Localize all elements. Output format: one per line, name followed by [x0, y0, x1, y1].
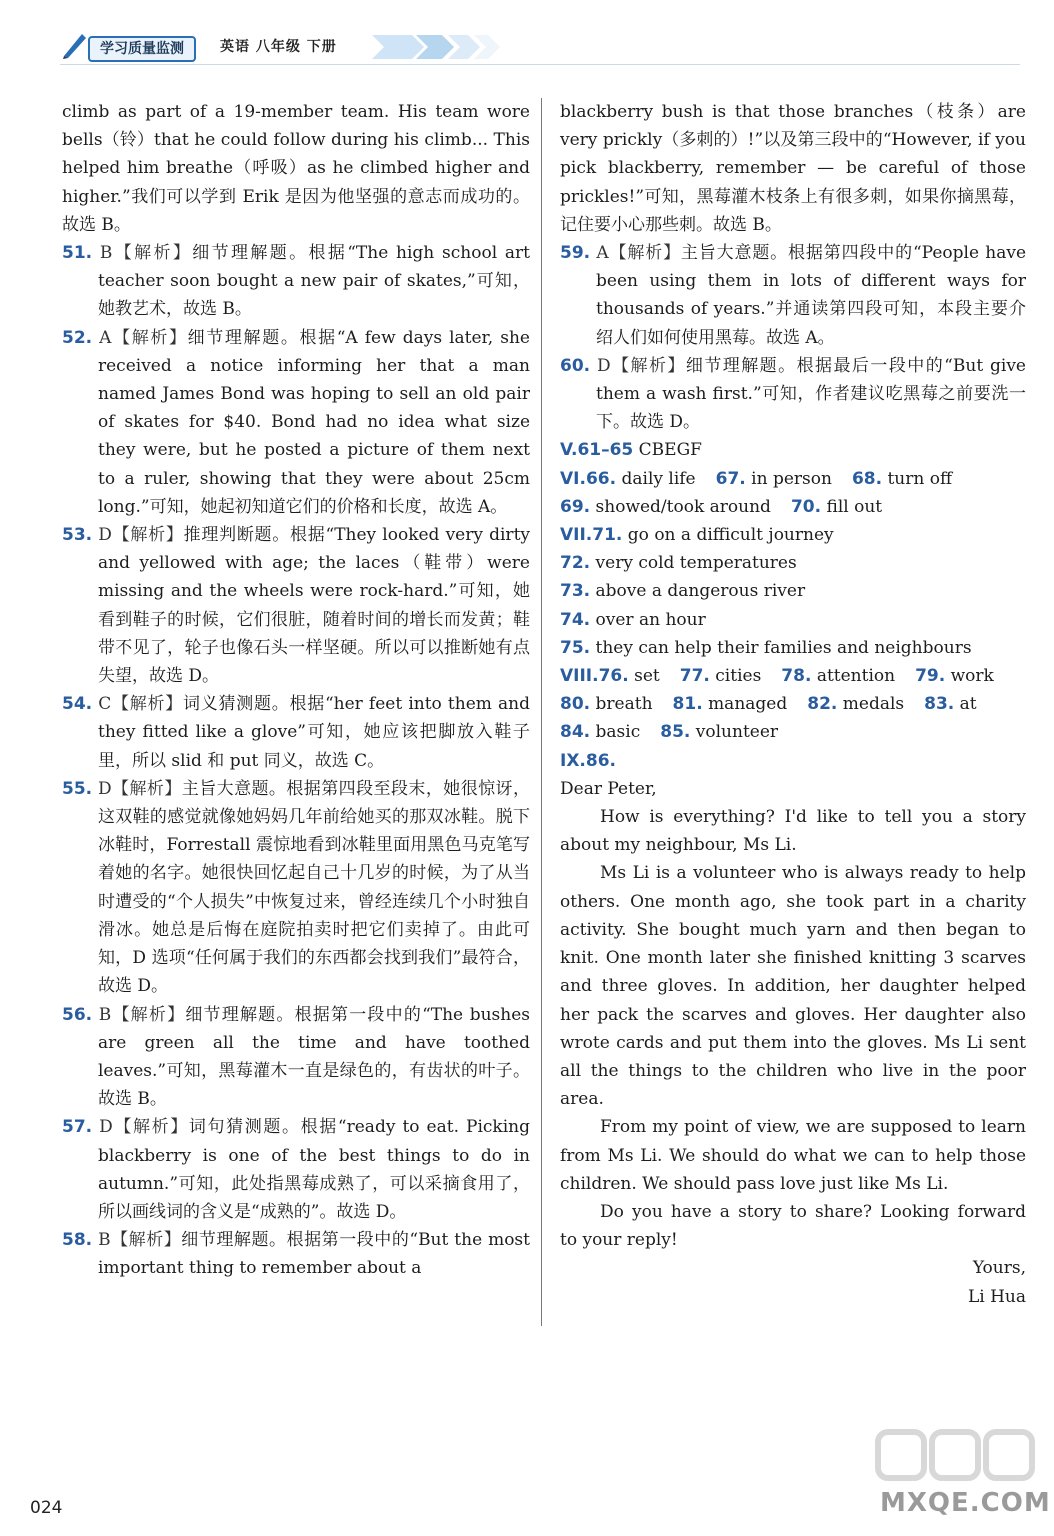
section-number: VIII.	[560, 666, 599, 687]
question-number: 53.	[62, 525, 93, 546]
question-number: 80.	[560, 694, 591, 715]
question-number: 54.	[62, 694, 93, 715]
answer-tag: C【解析】	[98, 694, 184, 715]
explanation-item	[560, 98, 1026, 239]
answer-text: set	[634, 666, 660, 687]
question-number: 76.	[598, 666, 629, 687]
answer-text: showed/took around	[595, 496, 771, 517]
question-number: 82.	[807, 694, 838, 715]
question-number: 55.	[62, 778, 93, 799]
answer-line	[560, 718, 1026, 746]
answer-text: cities	[715, 666, 762, 687]
question-number: 70.	[790, 496, 822, 517]
explanation-item	[62, 324, 530, 521]
explanation-item	[560, 239, 1026, 352]
answer-line	[560, 465, 1026, 493]
explanation-text: climb as part of a 19-member team. His team wore bells（铃）that he could follow during his climb... This helped him breathe（呼吸）as he climbed higher and higher.”我们可以学到 Erik 是因为他坚强的意志而成功的。故选 B。	[62, 102, 530, 235]
answer-text: medals	[842, 694, 905, 715]
answer-line	[560, 493, 1026, 521]
question-number: 60.	[560, 355, 591, 376]
explanation-item	[62, 1001, 530, 1114]
answer-text: attention	[816, 666, 896, 687]
question-number: 61–65	[577, 440, 634, 461]
question-number: 74.	[560, 609, 591, 630]
explanation-text: 推理判断题。根据“They looked very dirty and yellowed with age; the laces（鞋带）were missing and the wheels were rock-hard.”可知，她看到鞋子的时候，它们很脏，随着时间的增长而发黄；鞋带不见了，轮子也像石头一样坚硬。所以可以推断她有点失望，故选 D。	[98, 525, 530, 687]
section-number: IX.	[560, 750, 586, 771]
question-number: 71.	[592, 525, 623, 546]
page-number: 024	[30, 1498, 63, 1518]
explanation-item	[62, 521, 530, 690]
question-number: 51.	[62, 243, 93, 264]
answer-key	[560, 436, 1026, 774]
question-number: 58.	[62, 1230, 93, 1251]
question-number: 67.	[715, 468, 746, 489]
explanation-text: 细节理解题。根据第一段中的“The bushes are green all the time and have toothed leaves.”可知，黑莓灌木一直是绿色的，有齿状的叶子。故选 B。	[98, 1004, 531, 1110]
answer-text: managed	[708, 694, 788, 715]
answer-line	[560, 634, 1026, 662]
question-number: 83.	[924, 694, 955, 715]
answer-text: volunteer	[695, 722, 779, 743]
answer-text: fill out	[826, 496, 883, 517]
answer-line	[560, 747, 1026, 775]
question-number: 75.	[560, 637, 591, 658]
answer-line	[560, 606, 1026, 634]
question-number: 68.	[851, 468, 883, 489]
brand-label: 学习质量监测	[88, 36, 196, 62]
explanation-text: 细节理解题。根据“The high school art teacher soon bought a new pair of skates,”可知，她教艺术，故选 B。	[98, 243, 531, 320]
explanation-text: 细节理解题。根据最后一段中的“But give them a wash first.”可知，作者建议吃黑莓之前要洗一下。故选 D。	[596, 355, 1026, 433]
question-number: 77.	[679, 666, 710, 687]
watermark-text: MXQE.COM	[880, 1488, 1051, 1518]
answer-text: turn off	[887, 468, 953, 489]
explanation-item	[62, 98, 530, 239]
question-number: 73.	[560, 581, 591, 602]
explanation-item	[62, 1226, 530, 1282]
answer-text: above a dangerous river	[595, 581, 806, 602]
question-number: 56.	[62, 1004, 93, 1025]
answer-text: at	[959, 694, 977, 715]
answer-text: basic	[595, 722, 641, 743]
letter-paragraph: Do you have a story to share? Looking forward to your reply!	[560, 1201, 1026, 1251]
pencil-icon	[60, 30, 90, 60]
page-header	[60, 30, 460, 64]
question-number: 72.	[560, 553, 591, 574]
answer-text: very cold temperatures	[595, 553, 797, 574]
explanation-text: 词句猜测题。根据“ready to eat. Picking blackberry is one of the best things to do in autumn.”可知，此处指黑莓成熟了，可以采摘食用了，所以画线词的含义是“成熟的”。故选 D。	[98, 1117, 530, 1222]
answer-line	[560, 662, 1026, 690]
answer-tag: B【解析】	[99, 243, 193, 264]
question-number: 78.	[781, 666, 812, 687]
header-rule	[60, 64, 1020, 65]
answer-tag: D【解析】	[99, 1117, 189, 1138]
answer-line	[560, 577, 1026, 605]
subject-label: 英语 八年级 下册	[220, 39, 337, 55]
sample-letter	[560, 775, 1026, 1311]
right-column	[560, 98, 1026, 1311]
question-number: 52.	[62, 327, 93, 348]
explanation-item	[560, 352, 1026, 437]
question-number: 66.	[585, 468, 617, 489]
answer-tag: A【解析】	[596, 243, 681, 264]
question-number: 86.	[585, 750, 617, 771]
answer-line	[560, 436, 1026, 464]
question-number: 84.	[560, 722, 591, 743]
answer-line	[560, 690, 1026, 718]
answer-line	[560, 549, 1026, 577]
answer-tag: B【解析】	[98, 1230, 182, 1251]
answer-text: breath	[595, 694, 653, 715]
question-number: 85.	[660, 722, 691, 743]
answer-line	[560, 521, 1026, 549]
explanation-item	[62, 1113, 530, 1226]
explanation-item	[62, 690, 530, 775]
question-number: 57.	[62, 1117, 93, 1138]
section-number: VI.	[560, 468, 586, 489]
right-explanations	[560, 98, 1026, 436]
letter-salutation: Dear Peter,	[560, 778, 657, 799]
explanation-text: 细节理解题。根据“A few days later, she received a notice informing her that a man named James Bond was hoping to sell an old pair of skates for $40. Bond had no idea what size they were, but he posted a picture of them next to a ruler, showing that they were about 25cm long.”可知，她起初知道它们的价格和长度，故选 A。	[98, 327, 530, 517]
chevron-decoration-icon	[372, 33, 512, 61]
question-number: 69.	[560, 496, 591, 517]
letter-signature: Li Hua	[967, 1286, 1026, 1307]
section-number: VII.	[560, 525, 593, 546]
answer-text: go on a difficult journey	[627, 525, 834, 546]
letter-paragraph: Ms Li is a volunteer who is always ready to help others. One month ago, she took part in a charity activity. She bought much yarn and then began to knit. One month later she finished knitting 3 scarves and three gloves. In addition, her daughter helped her pack the scarves and gloves. Her daughter also wrote cards and put them into the gloves. Ms Li sent all the things to the children who live in the poor area.	[560, 863, 1026, 1110]
question-number: 79.	[915, 666, 946, 687]
answer-text: over an hour	[595, 609, 706, 630]
explanation-text: 细节理解题。根据第一段中的“But the most important thing to remember about a	[98, 1230, 530, 1279]
explanation-text: 主旨大意题。根据第四段至段末，她很惊讶，这双鞋的感觉就像她妈妈几年前给她买的那双冰鞋。脱下冰鞋时，Forrestall 震惊地看到冰鞋里面用黑色马克笔写着她的名字。她很快回忆起自己十几岁的时候，为了从当时遭受的“个人损失”中恢复过来，曾经连续几个小时独自滑冰。她总是后悔在庭院拍卖时把它们卖掉了。由此可知，D 选项“任何属于我们的东西都会找到我们”最符合，故选 D。	[98, 778, 530, 997]
left-column	[62, 98, 530, 1283]
explanation-text: 词义猜测题。根据“her feet into them and they fitted like a glove”可知，她应该把脚放入鞋子里，所以 slid 和 put 同义，故选 C。	[98, 694, 530, 771]
explanation-item	[62, 775, 530, 1001]
answer-tag: A【解析】	[99, 327, 188, 348]
question-number: 81.	[672, 694, 703, 715]
column-divider	[541, 98, 542, 1326]
answer-text: CBEGF	[638, 440, 702, 461]
question-number: 59.	[560, 243, 591, 264]
letter-paragraph: From my point of view, we are supposed to learn from Ms Li. We should do what we can to help those children. We should pass love just like Ms Li.	[560, 1117, 1026, 1194]
explanation-item	[62, 239, 530, 324]
answer-tag: B【解析】	[98, 1004, 186, 1025]
answer-text: they can help their families and neighbours	[595, 637, 972, 658]
section-number: V.	[560, 440, 578, 461]
answer-tag: D【解析】	[596, 355, 686, 376]
answer-text: work	[950, 666, 994, 687]
answer-text: in person	[751, 468, 832, 489]
explanation-text: blackberry bush is that those branches（枝条）are very prickly（多刺的）!”以及第三段中的“However, if you pick blackberry, remember — be careful of those prickles!”可知，黑莓灌木枝条上有很多刺，如果你摘黑莓，记住要小心那些刺。故选 B。	[560, 102, 1026, 235]
answer-tag: D【解析】	[97, 778, 182, 799]
letter-paragraph: How is everything? I'd like to tell you a story about my neighbour, Ms Li.	[560, 807, 1026, 856]
answer-tag: D【解析】	[98, 525, 184, 546]
answer-text: daily life	[621, 468, 696, 489]
letter-closing: Yours,	[972, 1258, 1026, 1279]
explanation-text: 主旨大意题。根据第四段中的“People have been using them in lots of different ways for thousands of years.”并通读第四段可知，本段主要介绍人们如何使用黑莓。故选 A。	[596, 243, 1027, 348]
